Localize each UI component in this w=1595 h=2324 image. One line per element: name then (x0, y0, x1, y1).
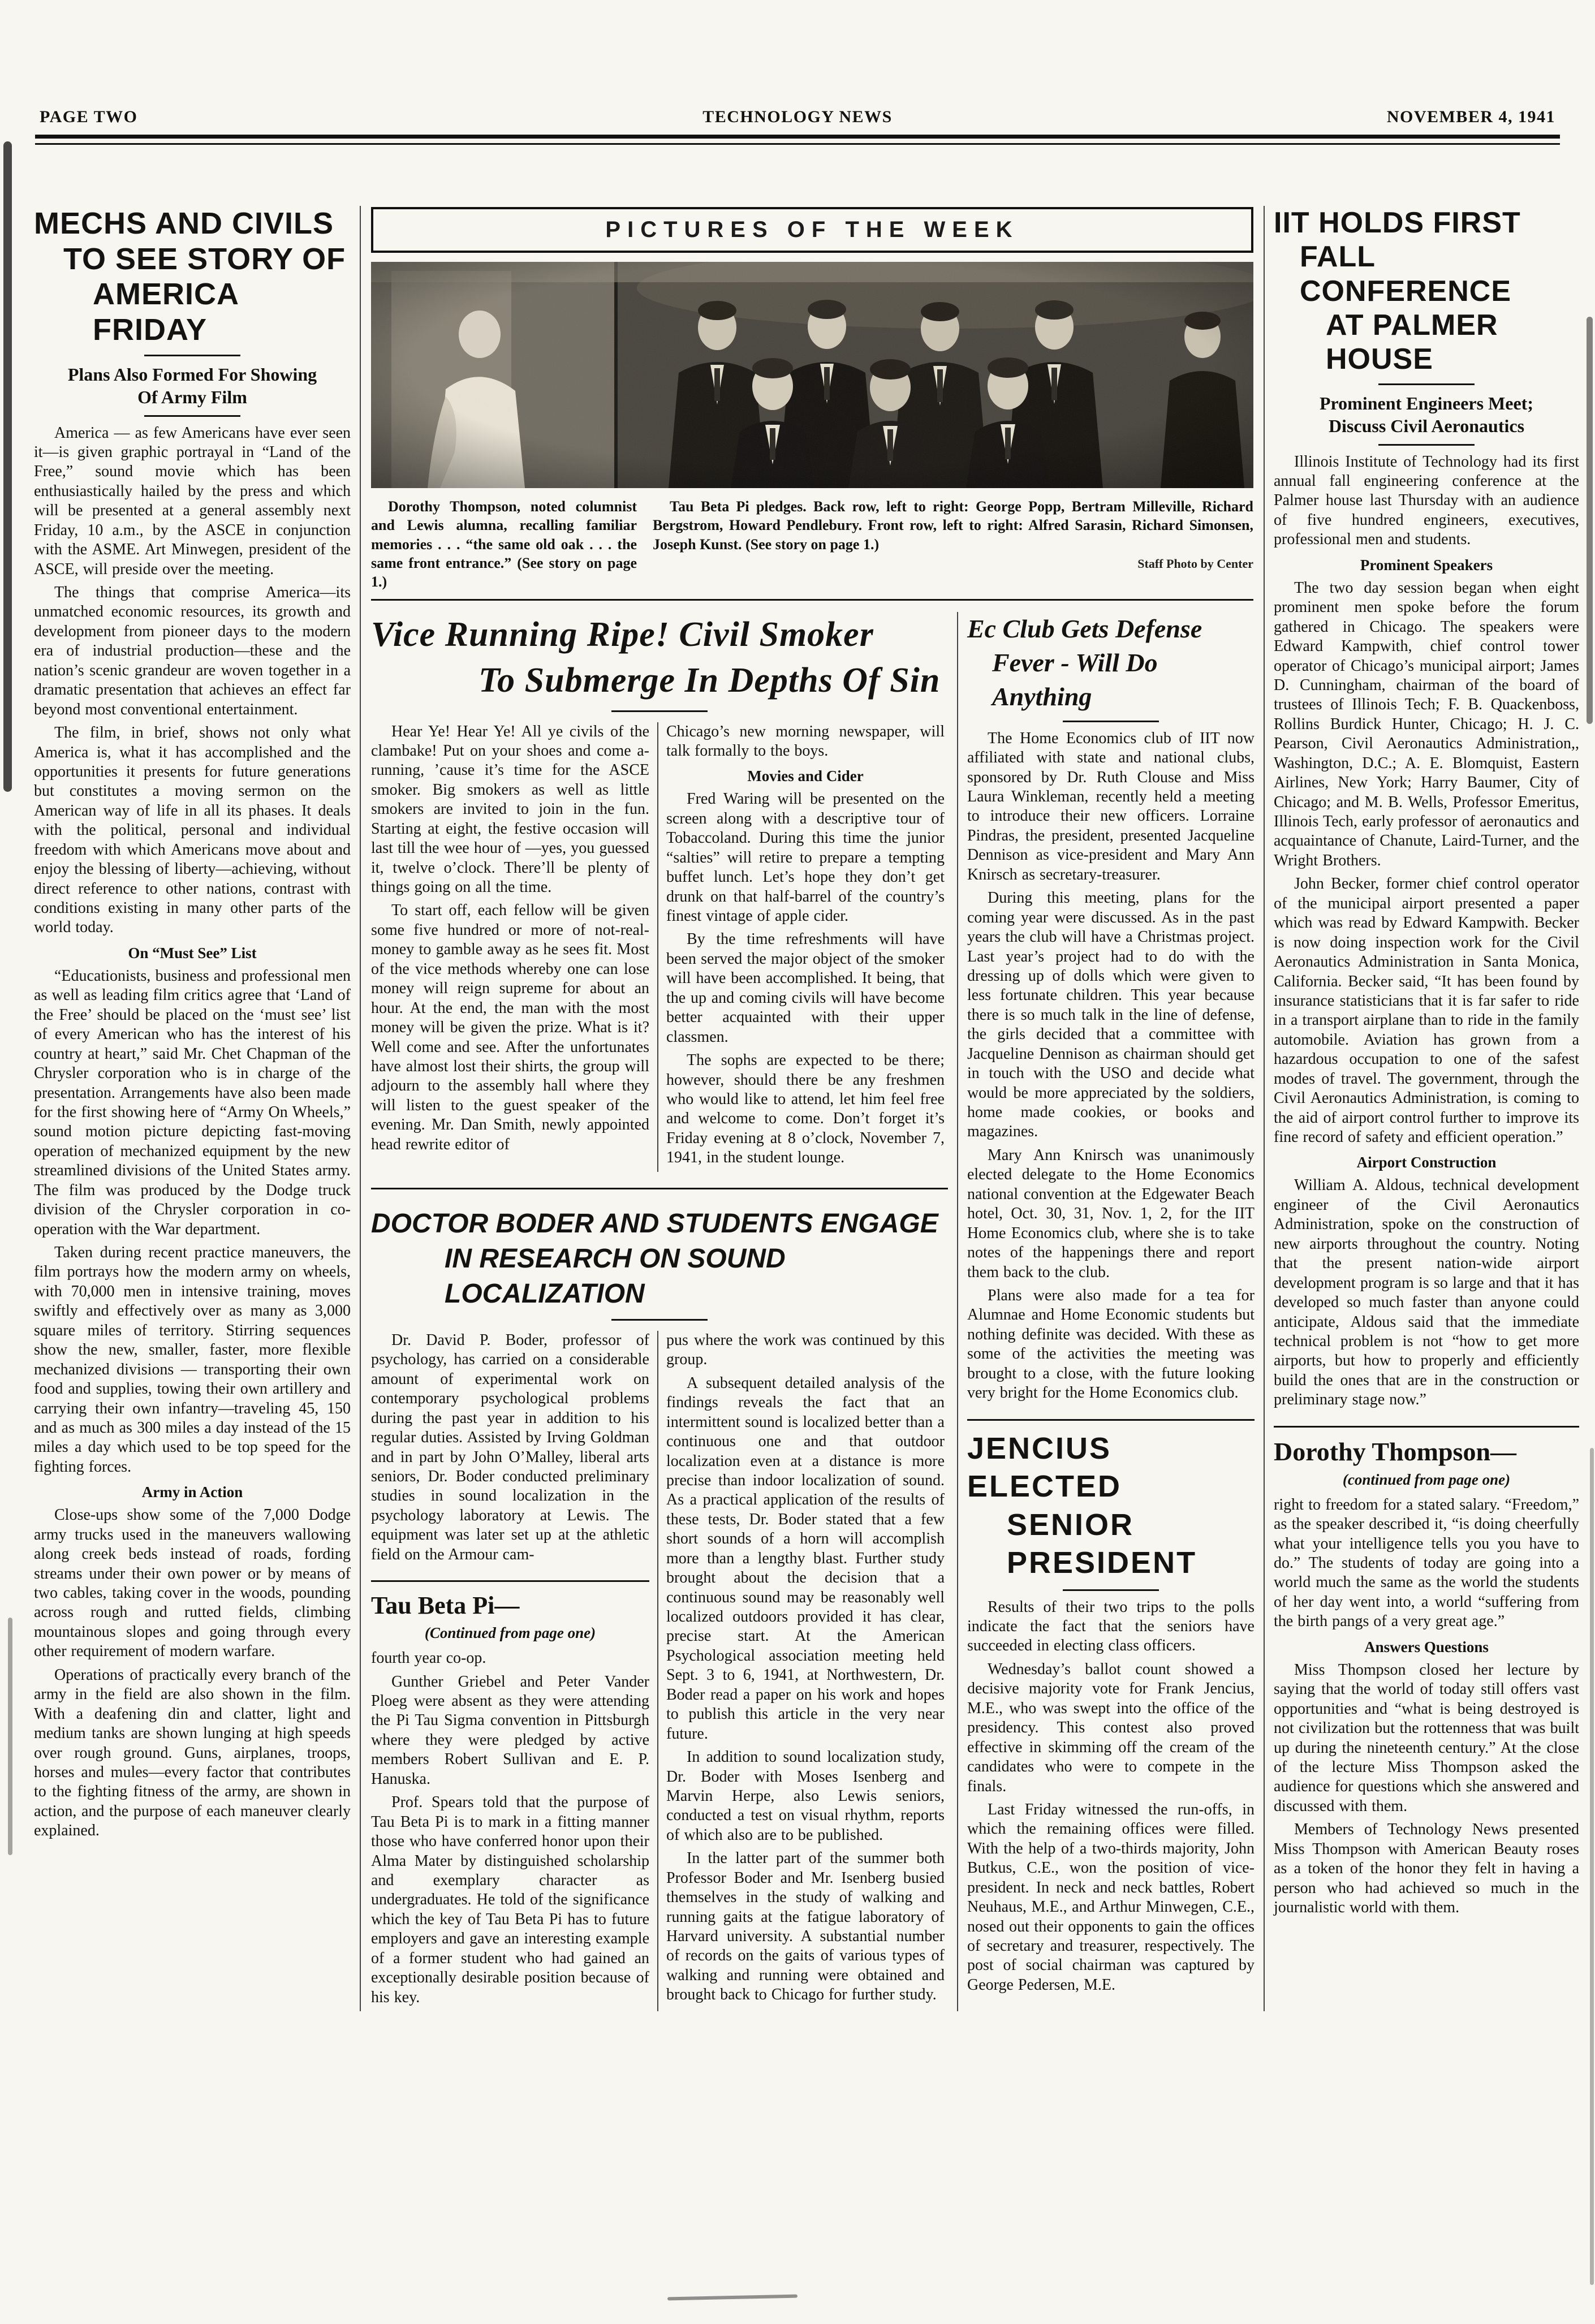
article-iit-conference (1265, 206, 1579, 2011)
column-rule (360, 206, 361, 2011)
pictures-of-the-week-box: PICTURES OF THE WEEK (371, 207, 1253, 253)
page-body (0, 145, 1595, 2011)
continued-note: (Continued from page one) (424, 1624, 596, 1642)
crosshead: Movies and Cider (747, 768, 864, 785)
crosshead: Prominent Speakers (1360, 556, 1493, 574)
headline-line: TO SEE STORY OF (63, 242, 346, 276)
paragraph: William A. Aldous, technical development engineer of the Civil Aeronautics Administration, spoke on the construction of new airports throughout the country. Noting that the present nation-wide airport development program is so large and that it has developed so much faster than anyone could anticipate, Aldous said that the immediate technical problem is not “how to get more airports, but how to properly and efficiently build the ones that are in the construction or preliminary stage now.” (1274, 1176, 1579, 1409)
paragraph: Dr. David P. Boder, professor of psychology, has carried on a considerable amount of experimental work on contemporary psychological problems during the past year in addition to his regular duties. Assisted by Irving Goldman and in part by John O’Malley, liberal arts seniors, Dr. Boder conducted preliminary studies in sound localization in the psychology laboratory at Lewis. The equipment was later set up at the athletic field on the Armour cam- (371, 1331, 649, 1563)
paragraph: Results of their two trips to the polls indicate the fact that the seniors have succeeded in electing class officers. (967, 1598, 1255, 1655)
paragraph: fourth year co-op. (371, 1649, 486, 1667)
paragraph: The sophs are expected to be there; however, should there be any freshmen who would like to attend, let him feel free and welcome to come. Don’t forget it’s Friday evening at 8 o’clock, November 7, 1941, in the student lounge. (666, 1051, 945, 1167)
paragraph: “Educationists, business and professional men as well as leading film critics agree that ‘Land of the Free’ should be placed on the ‘must see’ list of every American who has the interest of his country at heart,” said Mr. Chet Chapman of the Chrysler corporation who is in charge of the presentation. Arrangements have also been made for the first showing here of “Army On Wheels,” sound motion picture depicting fast-moving operation of mechanized equipment by the new streamlined divisions of the United States army. The film was produced by the Dodge truck division of the Chrysler corporation in co-operation with the War department. (34, 967, 351, 1238)
dorothy-headline: Dorothy Thompson— (1274, 1437, 1517, 1466)
caption-thompson: Dorothy Thompson, noted columnist and Lewis alumna, recalling familiar memories . . . “the same old oak . . . the same front entrance.” (See story on page 1.) (371, 498, 637, 590)
photo-of-week (371, 262, 1253, 488)
caption-tau-beta-pi (653, 497, 1253, 591)
photo-captions (371, 497, 1253, 591)
vice-headline (371, 612, 948, 703)
crosshead: Army in Action (141, 1484, 243, 1501)
headline-line: JENCIUS ELECTED (967, 1431, 1122, 1504)
paragraph: Close-ups show some of the 7,000 Dodge army trucks used in the maneuvers wallowing along creek beds instead of roads, fording streams under their own power or by means of two cables, taking cover in the woods, pounding across rough and rutted fields, climbing mountainous slopes and going through every other requirement of modern warfare. (34, 1506, 351, 1661)
boder-column-1 (371, 1331, 657, 2011)
paragraph: A subsequent detailed analysis of the findings reveals the fact that an intermittent sound is localized better than a continuous one and that outdoor localization even at a distance is more precise than indoor localization of sound. As a practical application of the results of these tests, Dr. Boder stated that a few short sounds of a horn will accomplish more than a lengthy blast. Further study brought about the decision that a continuous sound may be reasonably well localized outdoors provided it has clear, precise start. At the American Psychological association meeting held Sept. 3 to 6, 1941, at Northwestern, Dr. Boder read a paper on his work and hopes to publish this article in the very near future. (666, 1374, 945, 1743)
rule (144, 355, 240, 356)
headline-line: Fever - Will Do Anything (992, 648, 1158, 711)
paragraph: Miss Thompson closed her lecture by saying that the world of today still offers vast opportunities and “what is being destroyed is not civilization but the rottenness that was built up during the nineteenth century.” At the close of the lecture Miss Thompson asked the audience for questions which she answered and discussed with them. (1274, 1661, 1579, 1815)
column-rule (657, 1331, 658, 2011)
continued-note: (continued from page one) (1342, 1471, 1511, 1488)
paragraph: Prof. Spears told that the purpose of Tau Beta Pi is to mark in a fitting manner those who have conferred honor upon their Alma Mater by distinguished scholarship and exemplary character as undergraduates. He told of the significance which the key of Tau Beta Pi has to future employers and gave an interesting example of a former student who had gained an exceptionally desirable position because of his key. (371, 1793, 649, 2006)
paragraph: By the time refreshments will have been served the major object of the smoker will have been accomplished. It being, that the up and coming civils will have become better acquainted with their upper classmen. (666, 930, 945, 1046)
subhead-line: Of Army Film (137, 386, 247, 407)
rule (1063, 1589, 1159, 1591)
page-number: PAGE TWO (40, 107, 138, 126)
subhead-line: Prominent Engineers Meet; (1320, 393, 1533, 413)
paragraph: Plans were also made for a tea for Alumnae and Home Economic students but nothing definite was decided. With these as some of the activities the meeting was brought to a close, with the future looking very bright for the Home Economics club. (967, 1286, 1255, 1402)
headline-line: DOCTOR BODER AND STUDENTS ENGAGE (371, 1208, 938, 1239)
column-rule (957, 612, 958, 2011)
boder-headline (371, 1206, 948, 1312)
paragraph: Gunther Griebel and Peter Vander Ploeg were absent as they were attending the Pi Tau Sigma convention in Pittsburgh where they were pledged by active members Robert Sullivan and E. P. Hanuska. (371, 1672, 649, 1788)
paragraph: During this meeting, plans for the coming year were discussed. As in the past years the club will have a Christmas project. Last year’s project had to do with the dressing up of dolls which were given to less fortunate children. This year because there is so much talk in the line of defense, the girls decided that a committee with Jacqueline Dennison as chairman should get in touch with the USO and decide what would be more appreciated by the soldiers, home made cookies, or books and magazines. (967, 889, 1255, 1141)
headline-line: SENIOR PRESIDENT (1007, 1507, 1197, 1580)
boder-columns (371, 1331, 948, 2011)
headline-line: Vice Running Ripe! Civil Smoker (371, 615, 874, 654)
rule (371, 1188, 948, 1189)
paragraph: America — as few Americans have ever seen it—is given graphic portrayal in “Land of the Free,” sound movie which has been enthusiastically hailed by the press and which will be presented at a general assembly next Friday, 10 a.m., by the ASCE in conjunction with the ASME. Art Minwegen, president of the ASCE, will preside over the meeting. (34, 424, 351, 578)
headline-line: To Submerge In Depths Of Sin (478, 661, 941, 700)
paragraph: In the latter part of the summer both Professor Boder and Mr. Isenberg busied themselves in the study of walking and running gaits at the fatigue laboratory of Harvard university. A substantial number of records on the gaits of various types of walking and running were obtained and brought back to Chicago for further study. (666, 1849, 945, 2004)
paragraph: Mary Ann Knirsch was unanimously elected delegate to the Home Economics national convention at the Edgewater Beach hotel, Oct. 30, 31, Nov. 1, 2, for the IIT Home Economics club, where she is to take notes of the happenings there and report them back to the club. (967, 1146, 1255, 1281)
headline-line: Ec Club Gets Defense (967, 614, 1202, 644)
paragraph: Hear Ye! Hear Ye! All ye civils of the clambake! Put on your shoes and come a-running, ’cause it’s time for the ASCE smoker. Big smokers as well as little smokers are invited to join in the fun. Starting at eight, the festive occasion will last till the wee hour of —yes, you guessed it, twelve o’clock. There’ll be plenty of things going on all the time. (371, 722, 649, 896)
scan-artifact (3, 141, 12, 792)
subhead-line: Plans Also Formed For Showing (67, 364, 317, 385)
rule (611, 1319, 708, 1321)
rule (371, 1580, 649, 1582)
crosshead: Answers Questions (1364, 1638, 1489, 1655)
article-ec-club (958, 612, 1255, 2011)
rule (1274, 1426, 1579, 1428)
mechs-headline (34, 206, 351, 348)
article-dorothy-thompson (1274, 1437, 1579, 1918)
paragraph: Last Friday witnessed the run-offs, in which the remaining offices were filled. With the help of a two-thirds majority, John Butkus, C.E., won the position of vice-president. In neck and neck battles, Robert Neuhaus, M.E., and Arthur Minwegen, C.E., nosed out their opponents to gain the offices of secretary and treasurer, respectively. The post of social chairman was captured by George Pedersen, M.E. (967, 1800, 1255, 1994)
headline-line: IIT HOLDS FIRST (1274, 206, 1521, 239)
paragraph: Members of Technology News presented Miss Thompson with American Beauty roses as a token of the honor they felt in having a person who had achieved so much in the journalistic world with them. (1274, 1821, 1579, 1916)
jencius-headline (967, 1430, 1255, 1583)
boder-column-2 (658, 1331, 945, 2011)
headline-line: IN RESEARCH ON SOUND LOCALIZATION (445, 1244, 786, 1309)
masthead-rule (35, 135, 1560, 145)
rule (371, 599, 1253, 601)
caption-text: Tau Beta Pi pledges. Back row, left to right: George Popp, Bertram Milleville, Richard Bergstrom, Howard Pendlebury. Front row, left to right: Alfred Sarasin, Richard Simonsen, Joseph Kunst. (See story on page 1.) (653, 498, 1253, 553)
vice-and-boder-block (371, 612, 957, 2011)
vice-columns (371, 722, 948, 1172)
scan-artifact (1587, 317, 1593, 724)
column-rule (657, 722, 658, 1172)
photo-credit: Staff Photo by Center (1137, 556, 1253, 571)
article-tau-beta-pi (371, 1591, 649, 2007)
issue-date: NOVEMBER 4, 1941 (1386, 107, 1555, 126)
rule (144, 415, 240, 417)
headline-line: AMERICA FRIDAY (93, 277, 238, 347)
paragraph: The two day session began when eight prominent men spoke before the forum gathered in Chicago. The speakers were Edward Kampwith, chief control tower operator of Chicago’s municipal airport; James D. Cunningham, chairman of the board of trustees of Illinois Tech; F. B. Quackenboss, Rollins Burdick Hunter, Chicago; H. J. C. Pearson, Civil Aeronautics Administration,, Washington, D.C.; A. E. Blomquist, Eastern Airlines, New York; Harry Baumer, City of Chicago; and M. B. Wells, Professor Emeritus, Illinois Tech, early professor of aeronautics and acquaintance of Chanute, Laird-Turner, and the Wright Brothers. (1274, 579, 1579, 869)
vice-column-2 (658, 722, 945, 1172)
iit-headline (1274, 206, 1579, 377)
paragraph: Illinois Institute of Technology had its first annual fall engineering conference at the Palmer house last Thursday with an audience of five hundred engineers, executives, professional men and students. (1274, 452, 1579, 549)
headline-line: AT PALMER HOUSE (1326, 308, 1498, 376)
paragraph: To start off, each fellow will be given some five hundred or more of not-real-money to gamble away as he sees fit. Most of the vice methods whereby one can lose money will reign supreme for about an hour. At the end, the man with the most money will be given the prize. What is it? Well come and see. After the unfortunates have almost lost their shirts, the group will adjourn to the assembly hall where they will listen to the guest speaker of the evening. Mr. Dan Smith, newly appointed head rewrite editor of (371, 902, 649, 1153)
rule (1378, 444, 1475, 446)
paragraph: In addition to sound localization study, Dr. Boder with Moses Isenberg and Marvin Herpe, also Lewis seniors, conducted a test on visual rhythm, reports of which also are to be published. (666, 1748, 945, 1844)
rule (611, 710, 708, 712)
vice-column-1 (371, 722, 657, 1172)
paragraph: Chicago’s new morning newspaper, will talk formally to the boys. (666, 722, 945, 760)
newspaper-title: TECHNOLOGY NEWS (702, 107, 893, 126)
ec-club-headline (967, 612, 1255, 713)
crosshead: On “Must See” List (128, 944, 257, 961)
masthead (0, 0, 1595, 135)
group-photo-illustration (371, 262, 1253, 488)
article-mechs-and-civils (34, 206, 360, 2011)
scan-artifact (8, 1618, 12, 1855)
column-rule (1264, 206, 1265, 2011)
paragraph: The film, in brief, shows not only what America is, what it has accomplished and the opportunities it presents for future generations but constitutes a moving sermon on the American way of life in all its phases. It deals with the political, personal and individual freedom with which Americans move about and enjoy the blessing of liberty—achieving, without direct reference to other nations, contrast with conditions existing in many other parts of the world today. (34, 724, 351, 937)
scan-artifact (1590, 1448, 1594, 2285)
paragraph: pus where the work was continued by this group. (666, 1331, 945, 1369)
article-jencius-elected (967, 1430, 1255, 1995)
paragraph: Wednesday’s ballot count showed a decisive majority vote for Frank Jencius, M.E., who was swept into the office of the presidency. This contest also proved effective in skimming off the cream of the candidates who were to compete in the finals. (967, 1660, 1255, 1795)
headline-line: FALL CONFERENCE (1300, 240, 1512, 308)
paragraph: Operations of practically every branch of the army in the field are also shown in the film. With a deafening din and clatter, light and medium tanks are shown lunging at high speeds over rough ground. Guns, airplanes, troops, horses and mules—every factor that contributes to the fighting fitness of the army, are shown in action, and the purpose of each maneuver clearly explained. (34, 1666, 351, 1840)
crosshead: Airport Construction (1356, 1154, 1497, 1171)
rule (967, 1419, 1255, 1421)
tau-beta-pi-headline: Tau Beta Pi— (371, 1592, 520, 1620)
iit-subhead (1274, 392, 1579, 437)
article-boder-research (371, 1206, 948, 2011)
rule (1378, 383, 1475, 385)
subhead-line: Discuss Civil Aeronautics (1328, 415, 1525, 436)
paragraph: Fred Waring will be presented on the screen along with a descriptive tour of Tobaccoland. During this time the junior “salties” will retire to prepare a tempting buffet lunch. Let’s hope they don’t get drunk on that half-barrel of the country’s finest vintage of apple cider. (666, 790, 945, 925)
paragraph: The Home Economics club of IIT now affiliated with state and national clubs, sponsored by Dr. Ruth Clouse and Miss Laura Winkleman, recently held a meeting to introduce their new officers. Lorraine Pindras, the president, presented Jacqueline Dennison as vice-president and Mary Ann Knirsch as secretary-treasurer. (967, 729, 1255, 883)
scan-artifact (667, 2295, 797, 2301)
mid-lower-section (371, 612, 1253, 2011)
paragraph: right to freedom for a stated salary. “Freedom,” as the speaker described it, “is doing cheerfully what your intelligence tells you you have to do.” The students of today are going into a world much the same as the world the students of her day went into, a world “suffering from the birth pangs of a very great age.” (1274, 1495, 1579, 1631)
headline-line: MECHS AND CIVILS (34, 206, 334, 240)
mechs-subhead (34, 363, 351, 408)
middle-section (361, 206, 1264, 2011)
paragraph: Taken during recent practice maneuvers, the film portrays how the modern army on wheels, with 70,000 men in intensive training, moves swiftly and effectively over as many as 3,000 square miles of territory. Stirring sequences show the new, smaller, faster, more flexible mechanized divisions — transporting their own food and supplies, towing their own artillery and carrying their own infantry—traveling 45, 150 and as much as 300 miles a day instead of the 15 miles a day which used to be top speed for the fighting forces. (34, 1244, 351, 1476)
rule (1063, 721, 1159, 722)
paragraph: John Becker, former chief control operator of the municipal airport presented a paper which was read by Edward Kampwith. Becker is now doing inspection work for the Civil Aeronautics Administration in Santa Monica, California. Becker said, “It has been found by insurance statisticians that it is far safer to ride in a transport airplane than to ride in the family automobile. Aviation has grown from a hazardous occupation to one of the safest modes of travel. The government, through the Civil Aeronautics Administration, is coming to the aid of airport control further to improve its fine record of safety and efficient operation.” (1274, 875, 1579, 1146)
paragraph: The things that comprise America—its unmatched economic resources, its growth and development from pioneer days to the modern era of industrial production—these and the nation’s scenic grandeur are woven together in a dramatic presentation that achieves an effect far beyond most conventional entertainment. (34, 584, 351, 718)
